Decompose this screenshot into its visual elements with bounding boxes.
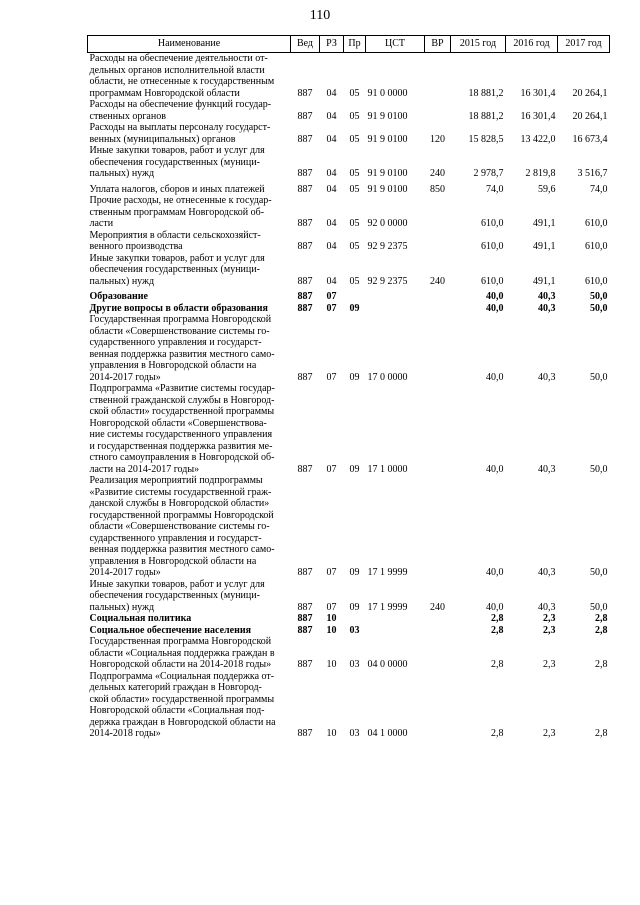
- row-2016-cell: 491,1: [533, 275, 556, 287]
- row-2015-cell: 2,8: [491, 624, 504, 636]
- row-name-cell: Подпрограмма «Развитие системы государ- ственной гражданской службы в Новгород- ской области» государственной программы Новгородской области «Совершенствова- ние системы государственного управления и государственная поддержка развития ме- стного самоуправления в Новгородской об- ласти на 2014-2017 годы»: [89, 383, 275, 475]
- row-name-cell: Расходы на обеспечение функций государ- ственных органов: [89, 99, 272, 122]
- row-name-cell: Прочие расходы, не отнесенные к государ- ственным программам Новгородской об- ласти: [89, 195, 272, 229]
- row-vr-cell: 240: [430, 601, 445, 613]
- row-pr-cell: 09: [349, 463, 360, 475]
- table-row: [88, 180, 610, 196]
- column-header-rz: РЗ: [320, 36, 344, 53]
- row-rz-cell: 07: [326, 567, 337, 578]
- row-vr-cell: [425, 303, 451, 315]
- row-2016-cell: 2,3: [543, 613, 556, 624]
- row-rz-cell: 04: [326, 183, 337, 195]
- row-cst-cell: 17 1 9999: [367, 601, 408, 613]
- row-2016-cell: 59,6: [538, 183, 556, 195]
- row-ved-cell: 887: [297, 624, 313, 636]
- column-header-name: Наименование: [88, 36, 291, 53]
- row-2016-cell: 2,3: [543, 728, 556, 739]
- row-name-cell: Реализация мероприятий подпрограммы «Развитие системы государственной граж- данской службы в Новгородской области» государственной программы Новгородской области «Совершенствование системы го- сударственного управления и государст- венная поддержка развития местного само- управления в Новгородской области на 2014-2017 годы»: [89, 475, 275, 578]
- row-2017-cell: 610,0: [585, 275, 608, 287]
- row-pr-cell: 03: [349, 659, 360, 670]
- row-2015-cell: 610,0: [481, 275, 504, 287]
- row-cst-cell: 04 0 0000: [367, 659, 408, 670]
- row-name-cell: Мероприятия в области сельскохозяйст- венного производства: [89, 229, 261, 252]
- row-name-cell: Расходы на обеспечение деятельности от- дельных органов исполнительной власти области, не отнесенные к государственным программам Новгородской области: [89, 53, 275, 99]
- row-ved-cell: 887: [297, 659, 313, 670]
- table-row: [88, 475, 610, 579]
- row-rz-cell: 07: [326, 601, 337, 613]
- table-row: [88, 287, 610, 303]
- row-2015-cell: 74,0: [486, 183, 504, 195]
- row-rz-cell: 10: [326, 728, 337, 739]
- row-2017-cell: 2,8: [595, 613, 608, 624]
- row-2016-cell: 40,3: [538, 463, 556, 475]
- row-ved-cell: 887: [297, 302, 313, 314]
- row-ved-cell: 887: [297, 728, 313, 739]
- row-ved-cell: 887: [297, 110, 313, 122]
- row-2017-cell: 50,0: [590, 463, 608, 475]
- row-vr-cell: [425, 625, 451, 637]
- row-rz-cell: 04: [326, 87, 337, 99]
- row-cst-cell: 92 0 0000: [367, 218, 408, 229]
- row-pr-cell: 05: [349, 275, 360, 287]
- row-2015-cell: 18 881,2: [468, 110, 504, 122]
- table-header-row: [88, 36, 610, 53]
- row-cst-cell: 91 9 0100: [367, 133, 408, 145]
- row-ved-cell: 887: [297, 241, 313, 252]
- row-rz-cell: 07: [326, 463, 337, 475]
- row-vr-cell: [425, 314, 451, 383]
- row-vr-cell: [425, 53, 451, 100]
- row-name-cell: Иные закупки товаров, работ и услуг для обеспечения государственных (муници- пальных) нужд: [89, 578, 265, 613]
- table-row: [88, 253, 610, 288]
- row-ved-cell: 887: [297, 87, 313, 99]
- row-cst-cell: [366, 613, 425, 625]
- row-2015-cell: 40,0: [486, 371, 504, 383]
- row-2017-cell: 3 516,7: [577, 168, 608, 179]
- row-2015-cell: 2,8: [491, 659, 504, 670]
- row-2015-cell: 2,8: [491, 728, 504, 739]
- row-vr-cell: [425, 287, 451, 303]
- row-2017-cell: 2,8: [595, 659, 608, 670]
- table-row: [88, 579, 610, 614]
- row-2017-cell: 74,0: [590, 183, 608, 195]
- row-pr-cell: 09: [349, 302, 360, 314]
- row-2017-cell: 2,8: [595, 728, 608, 739]
- row-rz-cell: 07: [326, 291, 337, 302]
- row-pr-cell: 05: [349, 218, 360, 229]
- row-cst-cell: 91 9 0100: [367, 183, 408, 195]
- row-ved-cell: 887: [297, 291, 313, 302]
- row-2016-cell: 40,3: [538, 371, 556, 383]
- row-name-cell: Другие вопросы в области образования: [89, 302, 268, 314]
- row-2016-cell: 40,3: [538, 601, 556, 613]
- row-cst-cell: 17 1 0000: [367, 463, 408, 475]
- row-rz-cell: 10: [326, 613, 337, 624]
- row-2017-cell: 50,0: [590, 302, 608, 314]
- row-name-cell: Образование: [89, 291, 148, 302]
- row-cst-cell: 92 9 2375: [367, 275, 408, 287]
- row-pr-cell: 03: [349, 728, 360, 739]
- table-row: [88, 671, 610, 740]
- column-header-2016: 2016 год: [506, 36, 558, 53]
- row-2016-cell: 2 819,8: [525, 168, 556, 179]
- row-vr-cell: [425, 671, 451, 740]
- row-name-cell: Иные закупки товаров, работ и услуг для обеспечения государственных (муници- пальных) нужд: [89, 145, 265, 179]
- row-ved-cell: 887: [297, 567, 313, 578]
- row-cst-cell: [366, 287, 425, 303]
- row-2017-cell: 16 673,4: [572, 133, 608, 145]
- row-2016-cell: 2,3: [543, 624, 556, 636]
- column-header-vr: ВР: [425, 36, 451, 53]
- row-rz-cell: 04: [326, 275, 337, 287]
- column-header-2015: 2015 год: [451, 36, 506, 53]
- row-pr-cell: 09: [349, 567, 360, 578]
- row-rz-cell: 04: [326, 241, 337, 252]
- row-name-cell: Иные закупки товаров, работ и услуг для обеспечения государственных (муници- пальных) нужд: [89, 252, 265, 287]
- row-2016-cell: 2,3: [543, 659, 556, 670]
- row-2016-cell: 16 301,4: [520, 87, 556, 99]
- column-header-cst: ЦСТ: [366, 36, 425, 53]
- row-ved-cell: 887: [297, 133, 313, 145]
- row-2016-cell: 40,3: [538, 567, 556, 578]
- row-2017-cell: 50,0: [590, 601, 608, 613]
- row-2015-cell: 40,0: [486, 601, 504, 613]
- column-header-pr: Пр: [344, 36, 366, 53]
- row-cst-cell: 91 0 0000: [367, 87, 408, 99]
- row-2017-cell: 20 264,1: [572, 87, 608, 99]
- row-vr-cell: [425, 230, 451, 253]
- row-vr-cell: 850: [430, 183, 445, 195]
- row-2017-cell: 610,0: [585, 218, 608, 229]
- row-rz-cell: 04: [326, 133, 337, 145]
- row-2017-cell: 50,0: [590, 371, 608, 383]
- table-row: [88, 195, 610, 230]
- row-2016-cell: 16 301,4: [520, 110, 556, 122]
- table-row: [88, 314, 610, 383]
- row-name-cell: Государственная программа Новгородской области «Совершенствование системы го- сударственного управления и государст- венная поддержка развития местного само- управления в Новгородской области на 2014-2017 годы»: [89, 314, 275, 383]
- row-rz-cell: 07: [326, 302, 337, 314]
- row-ved-cell: 887: [297, 613, 313, 624]
- table-row: [88, 122, 610, 145]
- row-cst-cell: 92 9 2375: [367, 241, 408, 252]
- row-2015-cell: 40,0: [486, 567, 504, 578]
- row-pr-cell: 09: [349, 371, 360, 383]
- row-pr-cell: [344, 613, 366, 625]
- row-cst-cell: 17 1 9999: [367, 567, 408, 578]
- row-name-cell: Государственная программа Новгородской области «Социальная поддержка граждан в Новгородской области на 2014-2018 годы»: [89, 636, 275, 670]
- row-ved-cell: 887: [297, 275, 313, 287]
- row-2017-cell: 50,0: [590, 567, 608, 578]
- row-name-cell: Социальное обеспечение населения: [89, 624, 252, 636]
- row-ved-cell: 887: [297, 601, 313, 613]
- row-2015-cell: 40,0: [486, 463, 504, 475]
- row-2016-cell: 40,3: [538, 302, 556, 314]
- column-header-ved: Вед: [291, 36, 320, 53]
- row-cst-cell: 91 9 0100: [367, 110, 408, 122]
- table-row: [88, 303, 610, 315]
- row-2016-cell: 491,1: [533, 218, 556, 229]
- row-rz-cell: 10: [326, 659, 337, 670]
- row-vr-cell: 120: [430, 133, 445, 145]
- row-cst-cell: 17 0 0000: [367, 371, 408, 383]
- table-row: [88, 636, 610, 671]
- row-ved-cell: 887: [297, 371, 313, 383]
- row-name-cell: Подпрограмма «Социальная поддержка от- дельных категорий граждан в Новгород- ской области» государственной программы Новгородской области «Социальная под- держка граждан в Новгородской области на 2014-2018 годы»: [89, 670, 276, 739]
- row-pr-cell: [344, 287, 366, 303]
- table-row: [88, 625, 610, 637]
- row-name-cell: Социальная политика: [89, 613, 192, 624]
- row-2015-cell: 610,0: [481, 218, 504, 229]
- budget-table: [87, 35, 610, 740]
- row-2017-cell: 20 264,1: [572, 110, 608, 122]
- row-2015-cell: 40,0: [486, 302, 504, 314]
- row-vr-cell: [425, 475, 451, 579]
- row-name-cell: Уплата налогов, сборов и иных платежей: [89, 183, 265, 195]
- row-2015-cell: 2,8: [491, 613, 504, 624]
- row-rz-cell: 04: [326, 168, 337, 179]
- row-pr-cell: 05: [349, 87, 360, 99]
- row-vr-cell: [425, 613, 451, 625]
- table-row: [88, 230, 610, 253]
- row-2017-cell: 2,8: [595, 624, 608, 636]
- table-row: [88, 613, 610, 625]
- row-pr-cell: 03: [349, 624, 360, 636]
- row-2016-cell: 491,1: [533, 241, 556, 252]
- row-pr-cell: 05: [349, 241, 360, 252]
- row-vr-cell: 240: [430, 275, 445, 287]
- row-2015-cell: 15 828,5: [468, 133, 504, 145]
- row-2016-cell: 13 422,0: [520, 133, 556, 145]
- row-2015-cell: 610,0: [481, 241, 504, 252]
- row-cst-cell: 91 9 0100: [367, 168, 408, 179]
- table-row: [88, 383, 610, 475]
- row-vr-cell: [425, 195, 451, 230]
- row-name-cell: Расходы на выплаты персоналу государст- венных (муниципальных) органов: [89, 122, 271, 145]
- row-pr-cell: 05: [349, 168, 360, 179]
- table-row: [88, 99, 610, 122]
- row-2016-cell: 40,3: [538, 291, 556, 302]
- row-2015-cell: 2 978,7: [473, 168, 504, 179]
- row-cst-cell: 04 1 0000: [367, 728, 408, 739]
- row-pr-cell: 05: [349, 183, 360, 195]
- row-pr-cell: 05: [349, 133, 360, 145]
- row-vr-cell: [425, 383, 451, 475]
- row-ved-cell: 887: [297, 168, 313, 179]
- table-row: [88, 145, 610, 180]
- row-2015-cell: 40,0: [486, 291, 504, 302]
- row-vr-cell: [425, 99, 451, 122]
- row-vr-cell: 240: [430, 168, 445, 179]
- row-cst-cell: [366, 625, 425, 637]
- row-2017-cell: 610,0: [585, 241, 608, 252]
- row-vr-cell: [425, 636, 451, 671]
- row-ved-cell: 887: [297, 218, 313, 229]
- row-pr-cell: 09: [349, 601, 360, 613]
- column-header-2017: 2017 год: [558, 36, 610, 53]
- table-row: [88, 53, 610, 100]
- table-body: [88, 53, 610, 740]
- page-number: 110: [309, 8, 331, 23]
- row-cst-cell: [366, 303, 425, 315]
- row-ved-cell: 887: [297, 183, 313, 195]
- row-rz-cell: 07: [326, 371, 337, 383]
- row-ved-cell: 887: [297, 463, 313, 475]
- row-rz-cell: 04: [326, 110, 337, 122]
- row-2017-cell: 50,0: [590, 291, 608, 302]
- row-rz-cell: 10: [326, 624, 337, 636]
- row-rz-cell: 04: [326, 218, 337, 229]
- row-pr-cell: 05: [349, 110, 360, 122]
- row-2015-cell: 18 881,2: [468, 87, 504, 99]
